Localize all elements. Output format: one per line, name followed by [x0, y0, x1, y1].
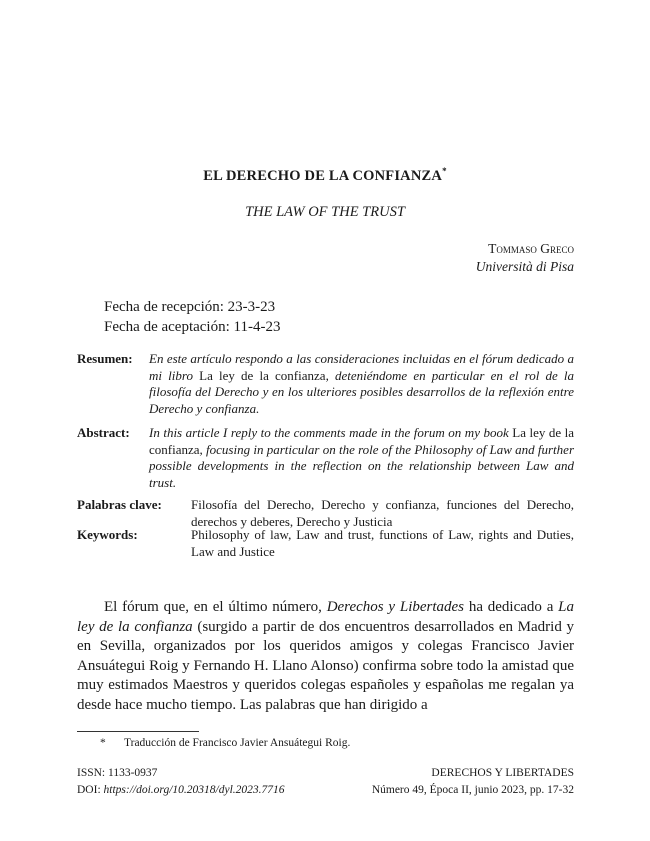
abstract-text-part1: In this article I reply to the comments made in the forum on my book	[149, 425, 509, 440]
resumen-text-part1: En este artículo respondo a las consideraciones incluidas en el fórum dedicado a mi libro	[149, 351, 574, 383]
article-title-text: EL DERECHO DE LA CONFIANZA	[203, 167, 443, 184]
resumen-text-part2: , deteniéndome en particular en el rol de la filosofía del Derecho y en los ulteriores posibles desarrollos de la reflexión entre Derecho y confianza.	[149, 367, 575, 416]
footnote-divider	[77, 731, 199, 732]
author-name: Tommaso Greco	[488, 241, 574, 256]
palabras-clave-label: Palabras clave:	[77, 497, 162, 512]
doi-label: DOI:	[77, 784, 101, 796]
author-block	[476, 240, 574, 276]
resumen-text	[149, 351, 574, 417]
footnote-mark: *	[100, 737, 106, 749]
article-title	[0, 166, 650, 185]
title-footnote-mark[interactable]: *	[442, 166, 447, 176]
abstract-block	[77, 425, 574, 491]
abstract-book-title: La ley de la confianza	[149, 425, 575, 457]
abstract-label: Abstract:	[77, 425, 130, 440]
resumen-book-title: La ley de la confianza	[199, 367, 326, 383]
body-paragraph	[77, 598, 574, 716]
footer-left	[77, 765, 285, 799]
book-title-italic: La ley de la confianza	[77, 599, 575, 635]
keywords-block	[77, 527, 574, 560]
keywords-text: Philosophy of law, Law and trust, functions of Law, rights and Duties, Law and Justice	[191, 527, 574, 559]
abstract-text	[149, 425, 574, 491]
footnote-text: Traducción de Francisco Javier Ansuátegui Roig.	[124, 737, 351, 749]
date-received: Fecha de recepción: 23-3-23	[104, 299, 276, 315]
resumen-label: Resumen:	[77, 351, 133, 366]
palabras-clave-block	[77, 497, 574, 530]
body-text-run: (surgido a partir de dos encuentros desarrollados en Madrid y en Sevilla, organizados por los queridos amigos y colegas Francisco Javier Ansuátegui Roig y Fernando H. Llano Alonso) confirma sobre todo la amistad que muy estimados Maestros y queridos colegas españoles y españolas me regalan ya desde hace mucho tiempo. Las palabras que han dirigido a	[77, 618, 574, 713]
footer-right	[372, 765, 574, 799]
article-subtitle: THE LAW OF THE TRUST	[245, 204, 405, 220]
doi-line	[77, 782, 285, 799]
author-affiliation: Università di Pisa	[475, 259, 574, 274]
abstract-text-part2: , focusing in particular on the role of the Philosophy of Law and further possible developments in the reflection on the relationship between Law and trust.	[149, 441, 574, 490]
body-text-run: ha dedicado a	[468, 599, 554, 615]
journal-name-italic: Derechos y Libertades	[326, 599, 465, 615]
palabras-clave-text: Filosofía del Derecho, Derecho y confianza, funciones del Derecho, derechos y deberes, Derecho y Justicia	[191, 497, 574, 529]
keywords-label: Keywords:	[77, 527, 138, 542]
dates-block	[104, 297, 280, 337]
resumen-block	[77, 351, 574, 417]
body-text	[77, 598, 574, 716]
footnote	[100, 737, 350, 749]
journal-name: DERECHOS Y LIBERTADES	[431, 767, 574, 779]
issn: ISSN: 1133-0937	[77, 767, 158, 779]
date-accepted: Fecha de aceptación: 11-4-23	[104, 319, 281, 335]
doi-link[interactable]: https://doi.org/10.20318/dyl.2023.7716	[103, 784, 285, 796]
body-text-run: El fórum que, en el último número,	[104, 599, 322, 615]
issue-info: Número 49, Época II, junio 2023, pp. 17-32	[371, 784, 574, 796]
